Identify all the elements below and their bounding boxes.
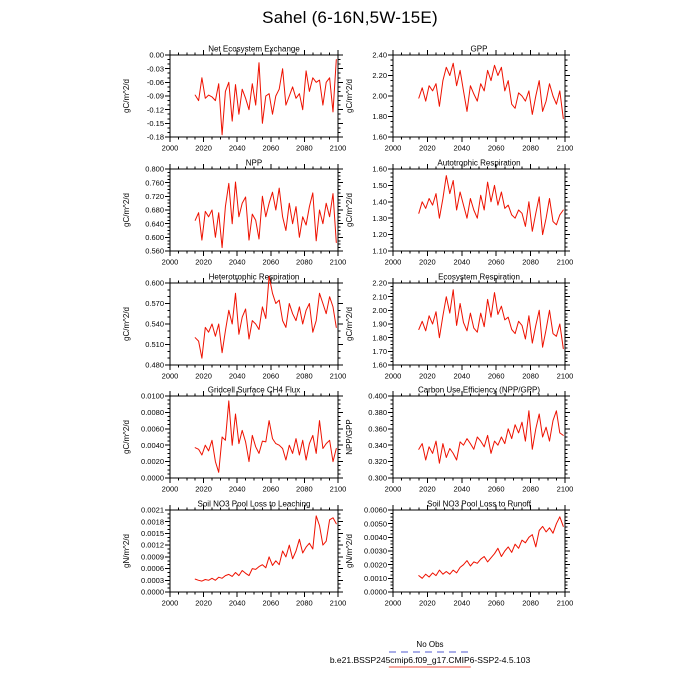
y-tick-label: 0.300 (368, 473, 387, 483)
x-tick-label: 2100 (329, 598, 347, 608)
y-tick-label: 0.560 (145, 246, 164, 256)
y-axis-label: gN/m^2/d (122, 534, 131, 568)
x-tick-label: 2100 (329, 143, 347, 153)
y-tick-label: 2.20 (372, 278, 387, 288)
y-tick-label: 0.760 (145, 178, 164, 188)
y-tick-label: 0.0040 (364, 532, 387, 542)
series-line (419, 290, 564, 349)
y-tick-label: 0.0003 (141, 575, 164, 585)
panel-title: Gridcell Surface CH4 Flux (207, 385, 301, 395)
x-tick-label: 2100 (329, 484, 347, 494)
y-tick-label: 0.0020 (364, 560, 387, 570)
y-tick-label: 0.0021 (141, 505, 164, 515)
y-tick-label: -0.18 (146, 132, 164, 142)
series-line (195, 516, 336, 581)
x-tick-label: 2020 (419, 143, 436, 153)
x-tick-label: 2000 (384, 143, 402, 153)
y-tick-label: 0.600 (145, 232, 164, 242)
x-tick-label: 2020 (195, 371, 212, 381)
panel-gridcell-surface-ch4-flux (122, 386, 346, 494)
y-tick-label: 0.360 (368, 424, 387, 434)
y-tick-label: 0.00 (149, 50, 164, 60)
y-tick-label: 1.60 (372, 360, 387, 370)
y-tick-label: 0.720 (145, 191, 164, 201)
panel-gpp (345, 45, 573, 153)
plot-frame (393, 396, 565, 478)
x-tick-label: 2000 (161, 484, 179, 494)
plot-frame (170, 169, 338, 251)
panel-title: Soil NO3 Pool Loss to Leaching (197, 499, 311, 509)
y-axis-label: gC/m^2/d (345, 307, 354, 341)
legend-model-label: b.e21.BSSP245cmip6.f09_g17.CMIP6-SSP2-4.5.103 (329, 655, 531, 665)
y-tick-label: 0.640 (145, 219, 164, 229)
x-tick-label: 2060 (487, 598, 505, 608)
x-tick-label: 2040 (453, 257, 471, 267)
y-tick-label: 2.10 (372, 292, 387, 302)
y-tick-label: 2.00 (372, 305, 387, 315)
y-tick-label: 0.600 (145, 278, 164, 288)
panel-title: Ecosystem Respiration (438, 272, 520, 282)
x-tick-label: 2020 (195, 598, 212, 608)
x-tick-label: 2060 (262, 371, 280, 381)
panel-ecosystem-respiration (345, 273, 573, 381)
x-tick-label: 2060 (487, 257, 505, 267)
legend-no-obs-label: No Obs (416, 640, 444, 649)
plot-frame (170, 510, 338, 592)
x-tick-label: 2060 (262, 143, 280, 153)
y-tick-label: 0.0000 (364, 587, 387, 597)
x-tick-label: 2060 (487, 143, 505, 153)
y-tick-label: 0.800 (145, 164, 164, 174)
y-tick-label: 0.0030 (364, 546, 387, 556)
x-tick-label: 2000 (161, 143, 179, 153)
panel-title: Net Ecosystem Exchange (208, 44, 300, 54)
y-tick-label: 0.0000 (141, 473, 164, 483)
y-tick-label: 1.80 (372, 112, 387, 122)
y-tick-label: 0.480 (145, 360, 164, 370)
y-tick-label: 0.0060 (141, 424, 164, 434)
y-tick-label: 0.540 (145, 319, 164, 329)
y-tick-label: 0.0010 (364, 573, 387, 583)
y-tick-label: -0.12 (146, 105, 164, 115)
y-tick-label: 1.30 (372, 213, 387, 223)
model-line-sample (389, 666, 471, 668)
y-tick-label: 1.70 (372, 346, 387, 356)
y-tick-label: 2.40 (372, 50, 387, 60)
x-tick-label: 2020 (419, 484, 436, 494)
series-line (419, 517, 564, 579)
x-tick-label: 2100 (556, 598, 574, 608)
y-tick-label: 0.320 (368, 457, 387, 467)
x-tick-label: 2020 (195, 484, 212, 494)
y-axis-label: gC/m^2/d (122, 420, 131, 454)
x-tick-label: 2100 (556, 371, 574, 381)
x-tick-label: 2020 (419, 257, 436, 267)
x-tick-label: 2080 (296, 371, 313, 381)
x-tick-label: 2040 (228, 371, 246, 381)
x-tick-label: 2020 (419, 598, 436, 608)
y-tick-label: 0.680 (145, 205, 164, 215)
x-tick-label: 2000 (384, 484, 402, 494)
y-tick-label: 0.570 (145, 299, 164, 309)
y-axis-label: gN/m^2/d (345, 534, 354, 568)
plot-frame (393, 55, 565, 137)
x-tick-label: 2080 (296, 598, 313, 608)
x-tick-label: 2000 (384, 598, 402, 608)
panel-net-ecosystem-exchange (122, 45, 346, 153)
x-tick-label: 2060 (262, 598, 280, 608)
x-tick-label: 2060 (487, 371, 505, 381)
x-tick-label: 2080 (296, 257, 313, 267)
y-axis-label: NPP/GPP (345, 419, 354, 455)
panel-soil-no3-pool-loss-to-runoff (345, 500, 573, 608)
x-tick-label: 2080 (296, 143, 313, 153)
y-tick-label: 0.0015 (141, 529, 164, 539)
y-axis-label: gC/m^2/d (122, 307, 131, 341)
x-tick-label: 2020 (195, 257, 212, 267)
series-line (419, 63, 564, 118)
x-tick-label: 2060 (262, 484, 280, 494)
x-tick-label: 2040 (453, 143, 471, 153)
x-tick-label: 2040 (228, 257, 246, 267)
panel-autotrophic-respiration (345, 159, 573, 267)
panel-title: NPP (245, 158, 263, 168)
y-axis-label: gC/m^2/d (345, 193, 354, 227)
panel-title: Soil NO3 Pool Loss to Runoff (427, 499, 531, 509)
plot-frame (170, 283, 338, 365)
x-tick-label: 2080 (296, 484, 313, 494)
y-tick-label: 0.0080 (141, 408, 164, 417)
y-tick-label: 1.60 (372, 132, 387, 142)
x-tick-label: 2060 (262, 257, 280, 267)
y-tick-label: 1.10 (372, 246, 387, 256)
x-tick-label: 2080 (522, 484, 539, 494)
x-tick-label: 2100 (329, 371, 347, 381)
series-line (195, 182, 336, 248)
x-tick-label: 2040 (228, 598, 246, 608)
x-tick-label: 2100 (556, 484, 574, 494)
x-tick-label: 2000 (161, 598, 179, 608)
y-tick-label: 0.0100 (141, 391, 164, 401)
x-tick-label: 2000 (161, 371, 179, 381)
series-line (419, 411, 564, 463)
x-tick-label: 2100 (556, 257, 574, 267)
x-tick-label: 2040 (453, 371, 471, 381)
series-line (419, 176, 564, 235)
y-tick-label: 1.80 (372, 333, 387, 343)
y-tick-label: 1.20 (372, 230, 387, 240)
x-tick-label: 2040 (228, 484, 246, 494)
y-tick-label: 0.0012 (141, 540, 164, 550)
series-line (195, 276, 336, 358)
y-tick-label: 0.0009 (141, 552, 164, 562)
y-axis-label: gC/m^2/d (122, 193, 131, 227)
y-tick-label: 0.510 (145, 340, 164, 350)
y-axis-label: gC/m^2/d (345, 79, 354, 113)
y-tick-label: 0.0000 (141, 587, 164, 597)
x-tick-label: 2000 (384, 257, 402, 267)
x-tick-label: 2000 (384, 371, 402, 381)
y-tick-label: -0.15 (146, 118, 164, 128)
y-axis-label: gC/m^2/d (122, 79, 131, 113)
panel-title: Autotrophic Respiration (437, 158, 521, 168)
y-tick-label: 1.40 (372, 197, 387, 207)
y-tick-label: 0.0050 (364, 519, 387, 529)
x-tick-label: 2000 (161, 257, 179, 267)
y-tick-label: 0.380 (368, 408, 387, 417)
panel-soil-no3-pool-loss-to-leaching (122, 500, 346, 608)
page-title: Sahel (6-16N,5W-15E) (262, 8, 438, 27)
panel-title: GPP (470, 44, 488, 54)
y-tick-label: 2.20 (372, 71, 387, 81)
y-tick-label: 1.60 (372, 164, 387, 174)
plot-frame (393, 510, 565, 592)
x-tick-label: 2020 (419, 371, 436, 381)
y-tick-label: 0.340 (368, 440, 387, 450)
y-tick-label: 0.0020 (141, 457, 164, 467)
x-tick-label: 2040 (453, 598, 471, 608)
series-line (195, 401, 336, 472)
x-tick-label: 2080 (522, 143, 539, 153)
y-tick-label: 2.00 (372, 91, 387, 101)
panel-title: Carbon Use Efficiency (NPP/GPP) (417, 385, 541, 395)
y-tick-label: -0.03 (146, 64, 164, 74)
y-tick-label: 0.0018 (141, 517, 164, 527)
x-tick-label: 2040 (453, 484, 471, 494)
y-tick-label: 0.0040 (141, 440, 164, 450)
x-tick-label: 2080 (522, 257, 539, 267)
no-obs-line-sample (389, 651, 471, 653)
y-tick-label: 0.0006 (141, 564, 164, 574)
y-tick-label: 0.0060 (364, 505, 387, 515)
panel-npp (122, 159, 346, 267)
y-tick-label: -0.09 (146, 91, 164, 101)
panel-heterotrophic-respiration (122, 273, 346, 381)
x-tick-label: 2100 (329, 257, 347, 267)
y-tick-label: 1.90 (372, 319, 387, 329)
y-tick-label: -0.06 (146, 77, 164, 87)
x-tick-label: 2100 (556, 143, 574, 153)
y-tick-label: 1.50 (372, 181, 387, 190)
panel-carbon-use-efficiency-npp-gpp (345, 386, 573, 494)
x-tick-label: 2080 (522, 371, 539, 381)
panel-title: Heterotrophic Respiration (208, 272, 300, 282)
legend (330, 640, 530, 670)
x-tick-label: 2020 (195, 143, 212, 153)
x-tick-label: 2040 (228, 143, 246, 153)
x-tick-label: 2080 (522, 598, 539, 608)
series-line (195, 60, 336, 135)
x-tick-label: 2060 (487, 484, 505, 494)
y-tick-label: 0.400 (368, 391, 387, 401)
